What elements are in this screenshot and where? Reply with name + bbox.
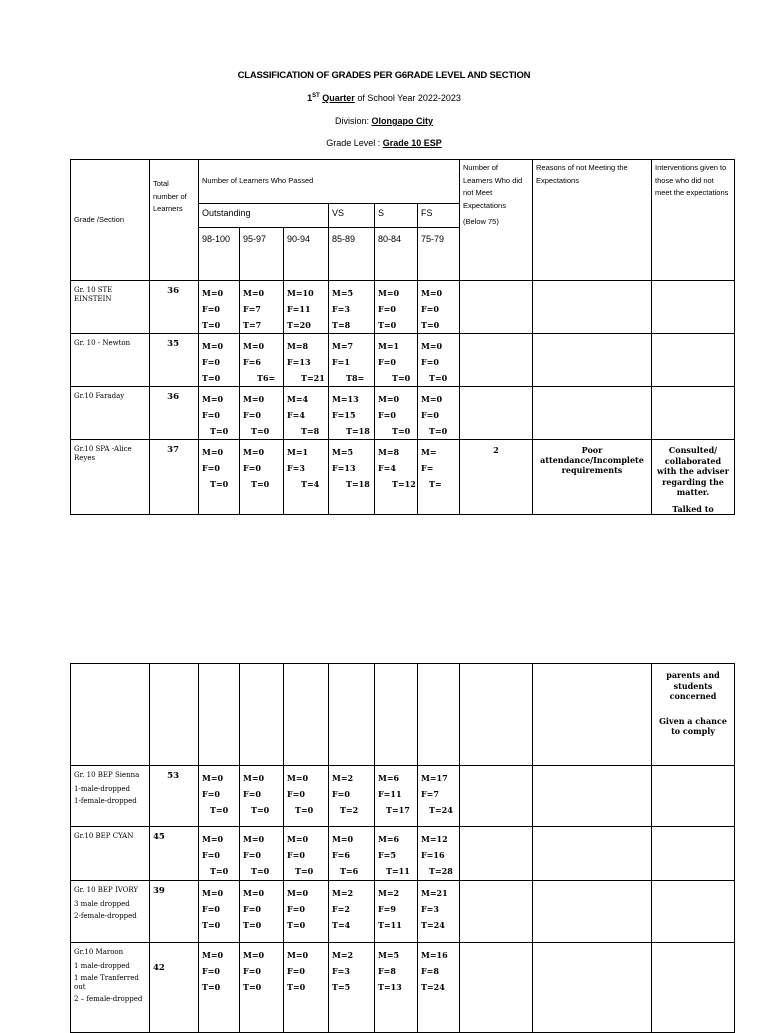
section-label: Gr. 10 BEP Sienna (74, 771, 140, 779)
female-count: F=0 (202, 463, 220, 473)
grade-cell (329, 440, 375, 515)
intervention-text: Consulted/ collaborated with the adviser regarding the matter. (657, 445, 729, 497)
col-grade-section (71, 160, 150, 281)
not-meet-cell (460, 334, 533, 387)
reason-cell: Poor attendance/Incomplete requirements (533, 440, 652, 515)
male-count: M=0 (202, 950, 224, 960)
col-not-meet (460, 160, 533, 281)
male-count: M=17 (421, 773, 448, 783)
male-count: M=0 (287, 888, 309, 898)
male-count: M=7 (332, 341, 354, 351)
reason-cell (533, 281, 652, 334)
female-count: F=5 (378, 850, 396, 860)
table-row (71, 281, 735, 334)
female-count: F=15 (332, 410, 356, 420)
grade-cell (284, 440, 329, 515)
female-count: F=13 (332, 463, 356, 473)
female-count: F= (421, 463, 434, 473)
female-count: F=3 (332, 304, 350, 314)
total-count: T=0 (295, 866, 314, 876)
total-learners: 45 (150, 827, 199, 881)
female-count: F=13 (287, 357, 311, 367)
male-count: M=0 (202, 341, 224, 351)
total-count: T=0 (210, 805, 229, 815)
male-count: M=0 (202, 447, 224, 457)
col-below75-label: (Below 75) (463, 217, 499, 226)
male-count: M=0 (243, 834, 265, 844)
quarter-number: 1 (307, 93, 313, 103)
table-row (71, 766, 735, 827)
grade-cell (284, 387, 329, 440)
grade-cell (284, 881, 329, 943)
grade-cell (240, 766, 284, 827)
male-count: M=16 (421, 950, 448, 960)
female-count: F=11 (287, 304, 311, 314)
section-name (71, 881, 150, 943)
total-count: T=0 (202, 373, 221, 383)
male-count: M=0 (243, 888, 265, 898)
male-count: M=10 (287, 288, 314, 298)
section-note: 1 male-dropped (74, 962, 130, 970)
grade-cell (329, 943, 375, 1033)
total-learners: 35 (150, 334, 199, 387)
grade-cell (375, 881, 418, 943)
school-year: of School Year 2022-2023 (354, 93, 461, 103)
male-count: M=1 (287, 447, 309, 457)
total-count: T=7 (243, 320, 262, 330)
female-count: F=0 (243, 850, 261, 860)
grade-cell (329, 387, 375, 440)
quarter-line (0, 93, 768, 103)
female-count: F=11 (378, 789, 402, 799)
male-count: M=5 (332, 288, 354, 298)
male-count: M=2 (332, 950, 354, 960)
male-count: M=0 (378, 288, 400, 298)
intervention-text-2: Talked to (672, 503, 714, 514)
male-count: M=0 (202, 394, 224, 404)
section-note: 1 male Tranferred out (74, 974, 139, 991)
grade-cell (418, 943, 460, 1033)
intervention-text-3: parents and students concerned (666, 670, 720, 701)
male-count: M=8 (378, 447, 400, 457)
female-count: F=0 (202, 966, 220, 976)
male-count: M=0 (332, 834, 354, 844)
col-outstanding: Outstanding (199, 204, 329, 228)
female-count: F=16 (421, 850, 445, 860)
grade-cell (199, 387, 240, 440)
col-passed (199, 160, 460, 204)
col-reasons (533, 160, 652, 281)
col-interventions (652, 160, 735, 281)
grade-cell (240, 881, 284, 943)
total-count: T=12 (392, 479, 416, 489)
grade-cell (240, 827, 284, 881)
grade-cell (199, 281, 240, 334)
total-count: T8= (346, 373, 365, 383)
grade-cell (329, 766, 375, 827)
female-count: F=8 (378, 966, 396, 976)
total-count: T=6 (340, 866, 359, 876)
grade-cell (240, 943, 284, 1033)
table-row (71, 334, 735, 387)
table-row (71, 387, 735, 440)
total-count: T=0 (295, 805, 314, 815)
male-count: M=1 (378, 341, 400, 351)
total-learners: 42 (150, 943, 199, 1033)
total-count: T=0 (210, 866, 229, 876)
male-count: M=5 (378, 950, 400, 960)
section-name: Gr. 10 - Newton (71, 334, 150, 387)
grade-cell (375, 387, 418, 440)
male-count: M=0 (243, 394, 265, 404)
male-count: M=8 (287, 341, 309, 351)
male-count: M=5 (332, 447, 354, 457)
range-95-97: 95-97 (240, 228, 284, 281)
grade-cell (418, 440, 460, 515)
col-grade-section-label: Grade /Section (74, 214, 125, 224)
total-count: T=5 (332, 982, 351, 992)
col-vs: VS (329, 204, 375, 228)
range-80-84: 80-84 (375, 228, 418, 281)
male-count: M=0 (287, 950, 309, 960)
male-count: M=0 (202, 888, 224, 898)
division-label: Division: (334, 116, 372, 126)
female-count: F=0 (202, 904, 220, 914)
grade-cell (199, 766, 240, 827)
male-count: M=13 (332, 394, 359, 404)
section-note: 1-male-dropped (74, 785, 131, 793)
grade-cell (284, 281, 329, 334)
reason-cell (533, 334, 652, 387)
division-line (0, 116, 768, 126)
female-count: F=0 (202, 850, 220, 860)
intervention-cell (652, 281, 735, 334)
range-90-94: 90-94 (284, 228, 329, 281)
grade-cell (199, 334, 240, 387)
female-count: F=0 (421, 304, 439, 314)
female-count: F=0 (243, 789, 261, 799)
male-count: M=4 (287, 394, 309, 404)
grade-cell (418, 281, 460, 334)
female-count: F=0 (202, 357, 220, 367)
male-count: M=0 (243, 950, 265, 960)
not-meet-cell: 2 (460, 440, 533, 515)
male-count: M=0 (202, 288, 224, 298)
section-note: 2-female-dropped (74, 912, 137, 920)
col-fs: FS (418, 204, 460, 228)
grade-cell (418, 766, 460, 827)
total-count: T=0 (421, 320, 440, 330)
grade-cell (418, 827, 460, 881)
col-s: S (375, 204, 418, 228)
grade-cell (329, 334, 375, 387)
section-note: 2 – female-dropped (74, 995, 143, 1003)
total-count: T=0 (287, 982, 306, 992)
total-count: T=21 (301, 373, 325, 383)
male-count: M=6 (378, 773, 400, 783)
total-count: T=13 (378, 982, 402, 992)
male-count: M=0 (421, 341, 443, 351)
male-count: M=12 (421, 834, 448, 844)
female-count: F=0 (243, 904, 261, 914)
total-count: T=0 (210, 479, 229, 489)
grade-cell (418, 334, 460, 387)
male-count: M=0 (243, 447, 265, 457)
male-count: M=2 (332, 888, 354, 898)
grade-cell (199, 881, 240, 943)
grade-cell (240, 334, 284, 387)
grade-level-line (0, 138, 768, 148)
total-count: T=8 (332, 320, 351, 330)
grade-cell (418, 387, 460, 440)
male-count: M=0 (202, 773, 224, 783)
total-count: T=11 (378, 920, 402, 930)
total-count: T=0 (202, 920, 221, 930)
total-count: T=2 (340, 805, 359, 815)
section-name: Gr.10 BEP CYAN (71, 827, 150, 881)
female-count: F=7 (421, 789, 439, 799)
female-count: F=7 (243, 304, 261, 314)
not-meet-cell (460, 281, 533, 334)
female-count: F=0 (287, 789, 305, 799)
section-name: Gr.10 Faraday (71, 387, 150, 440)
female-count: F=1 (332, 357, 350, 367)
total-count: T=0 (392, 373, 411, 383)
quarter-word: Quarter (322, 93, 355, 103)
total-learners: 36 (150, 281, 199, 334)
female-count: F=3 (421, 904, 439, 914)
male-count: M=2 (378, 888, 400, 898)
intervention-cell (652, 334, 735, 387)
intervention-cell (652, 440, 735, 515)
range-98-100: 98-100 (199, 228, 240, 281)
total-count: T=0 (251, 805, 270, 815)
female-count: F=6 (243, 357, 261, 367)
col-reasons-label: Reasons of not Meeting the Expectations (536, 163, 628, 185)
section-label: Gr.10 Maroon (74, 948, 124, 956)
total-count: T=18 (346, 479, 370, 489)
total-count: T=0 (210, 426, 229, 436)
range-85-89: 85-89 (329, 228, 375, 281)
reason-cell (533, 387, 652, 440)
female-count: F=0 (332, 789, 350, 799)
section-label: Gr. 10 BEP IVORY (74, 886, 139, 894)
grade-cell (375, 281, 418, 334)
quarter-suffix: ST (312, 93, 320, 99)
table-row (71, 827, 735, 881)
document-title: CLASSIFICATION OF GRADES PER G6RADE LEVEL AND SECTION (237, 70, 531, 81)
section-name (71, 943, 150, 1033)
male-count: M= (421, 447, 437, 457)
table-row (71, 440, 735, 515)
total-count: T=0 (378, 320, 397, 330)
female-count: F=9 (378, 904, 396, 914)
female-count: F=0 (202, 789, 220, 799)
grades-table-page2 (70, 663, 735, 1033)
total-count: T=0 (251, 866, 270, 876)
col-total-learners (150, 160, 199, 281)
female-count: F=3 (287, 463, 305, 473)
female-count: F=8 (421, 966, 439, 976)
total-count: T=11 (386, 866, 410, 876)
grade-cell (240, 440, 284, 515)
female-count: F=0 (202, 410, 220, 420)
grade-cell (199, 827, 240, 881)
grade-cell (375, 943, 418, 1033)
total-count: T=18 (346, 426, 370, 436)
total-count: T=0 (429, 426, 448, 436)
division-value: Olongapo City (371, 116, 433, 126)
total-count: T=4 (332, 920, 351, 930)
not-meet-cell (460, 387, 533, 440)
total-learners: 39 (150, 881, 199, 943)
grade-cell (375, 827, 418, 881)
female-count: F=4 (287, 410, 305, 420)
col-not-meet-label: Number of Learners Who did not Meet Expectations (463, 163, 523, 210)
grade-cell (418, 881, 460, 943)
male-count: M=0 (287, 834, 309, 844)
continuation-row (71, 664, 735, 766)
grades-table-page1 (70, 159, 735, 515)
male-count: M=0 (243, 288, 265, 298)
grade-cell (240, 281, 284, 334)
female-count: F=0 (287, 904, 305, 914)
total-count: T=0 (202, 320, 221, 330)
total-learners: 37 (150, 440, 199, 515)
female-count: F=0 (287, 966, 305, 976)
grade-cell (329, 281, 375, 334)
male-count: M=0 (421, 288, 443, 298)
table-row (71, 881, 735, 943)
grade-cell (199, 440, 240, 515)
female-count: F=0 (378, 357, 396, 367)
female-count: F=4 (378, 463, 396, 473)
total-count: T=8 (301, 426, 320, 436)
male-count: M=21 (421, 888, 448, 898)
intervention-continued (652, 664, 735, 766)
male-count: M=0 (243, 773, 265, 783)
female-count: F=0 (243, 463, 261, 473)
total-learners: 53 (150, 766, 199, 827)
total-count: T=24 (429, 805, 453, 815)
total-count: T6= (257, 373, 276, 383)
grade-cell (284, 766, 329, 827)
grade-cell (284, 827, 329, 881)
male-count: M=2 (332, 773, 354, 783)
total-count: T=0 (287, 920, 306, 930)
female-count: F=0 (378, 410, 396, 420)
grade-cell (375, 334, 418, 387)
section-name: Gr. 10 STE EINSTEIN (71, 281, 150, 334)
female-count: F=3 (332, 966, 350, 976)
total-count: T=0 (243, 920, 262, 930)
section-name (71, 766, 150, 827)
male-count: M=0 (202, 834, 224, 844)
grade-cell (240, 387, 284, 440)
section-name: Gr.10 SPA -Alice Reyes (71, 440, 150, 515)
section-note: 3 male dropped (74, 900, 130, 908)
male-count: M=0 (243, 341, 265, 351)
male-count: M=0 (287, 773, 309, 783)
section-note: 1-female-dropped (74, 797, 137, 805)
female-count: F=0 (378, 304, 396, 314)
table-row (71, 943, 735, 1033)
total-count: T=24 (421, 920, 445, 930)
total-count: T= (429, 479, 442, 489)
col-passed-label: Number of Learners Who Passed (202, 176, 314, 186)
total-count: T=0 (202, 982, 221, 992)
total-count: T=4 (301, 479, 320, 489)
total-count: T=0 (243, 982, 262, 992)
female-count: F=0 (287, 850, 305, 860)
total-count: T=0 (392, 426, 411, 436)
range-75-79: 75-79 (418, 228, 460, 281)
grade-cell (284, 334, 329, 387)
male-count: M=6 (378, 834, 400, 844)
grade-cell (375, 766, 418, 827)
col-total-learners-label: Total number of Learners (153, 179, 187, 213)
grade-cell (375, 440, 418, 515)
total-learners: 36 (150, 387, 199, 440)
grade-cell (329, 881, 375, 943)
total-count: T=0 (251, 479, 270, 489)
female-count: F=0 (421, 410, 439, 420)
total-count: T=20 (287, 320, 311, 330)
grade-level-value: Grade 10 ESP (382, 138, 442, 148)
male-count: M=0 (378, 394, 400, 404)
total-count: T=24 (421, 982, 445, 992)
intervention-cell (652, 387, 735, 440)
female-count: F=0 (243, 966, 261, 976)
female-count: F=0 (243, 410, 261, 420)
female-count: F=6 (332, 850, 350, 860)
grade-cell (329, 827, 375, 881)
female-count: F=2 (332, 904, 350, 914)
female-count: F=0 (202, 304, 220, 314)
total-count: T=0 (429, 373, 448, 383)
total-count: T=28 (429, 866, 453, 876)
female-count: F=0 (421, 357, 439, 367)
col-interventions-label: Interventions given to those who did not meet the expectations (655, 163, 729, 197)
grade-cell (284, 943, 329, 1033)
total-count: T=0 (251, 426, 270, 436)
intervention-text-4: Given a chance to comply (659, 715, 727, 736)
male-count: M=0 (421, 394, 443, 404)
total-count: T=17 (386, 805, 410, 815)
grade-level-label: Grade Level : (326, 138, 383, 148)
grade-cell (199, 943, 240, 1033)
